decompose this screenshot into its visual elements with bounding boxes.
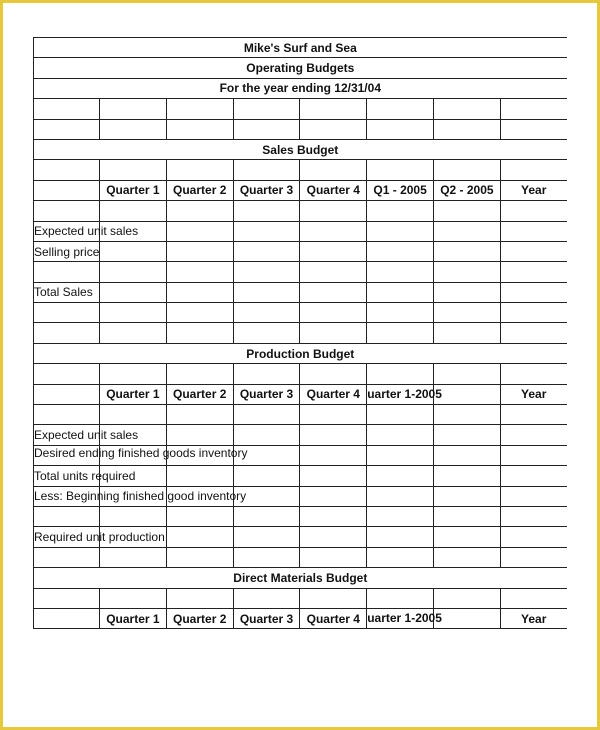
section-row xyxy=(34,343,568,363)
empty-row xyxy=(34,506,568,526)
col-header: Quarter 2 xyxy=(166,608,233,628)
col-header: Year xyxy=(500,180,567,200)
title-row xyxy=(34,38,568,58)
col-header: Quarter 1 xyxy=(100,608,167,628)
materials-header-row xyxy=(34,608,568,628)
col-header: Quarter 2 xyxy=(166,180,233,200)
col-header: Quarter 3 xyxy=(233,384,300,404)
sales-budget-heading: Sales Budget xyxy=(34,139,568,159)
col-header: Quarter 1 xyxy=(100,384,167,404)
table-row xyxy=(34,282,568,302)
production-header-row xyxy=(34,384,568,404)
col-header: uarter 1-2005 xyxy=(367,608,434,628)
col-header: Quarter 1 xyxy=(100,180,167,200)
empty-row xyxy=(34,99,568,119)
title-row xyxy=(34,78,568,98)
col-header: Year xyxy=(500,608,567,628)
empty-row xyxy=(34,303,568,323)
col-header: Quarter 3 xyxy=(233,180,300,200)
col-header: Quarter 3 xyxy=(233,608,300,628)
empty-row xyxy=(34,119,568,139)
col-header: Quarter 4 xyxy=(300,608,367,628)
period-label: For the year ending 12/31/04 xyxy=(34,78,568,98)
col-header: Q1 - 2005 xyxy=(367,180,434,200)
table-row xyxy=(34,527,568,547)
company-name: Mike's Surf and Sea xyxy=(34,38,568,58)
budget-table xyxy=(33,37,567,629)
row-label: Desired ending finished goods inventory xyxy=(34,445,100,465)
table-row xyxy=(34,466,568,486)
col-header: uarter 1-2005 xyxy=(367,384,434,404)
empty-row xyxy=(34,547,568,567)
empty-row xyxy=(34,405,568,425)
section-row xyxy=(34,568,568,588)
table-row xyxy=(34,221,568,241)
empty-row xyxy=(34,588,568,608)
section-row xyxy=(34,139,568,159)
row-label: Required unit production xyxy=(34,527,100,547)
empty-row xyxy=(34,201,568,221)
col-header: Quarter 2 xyxy=(166,384,233,404)
row-label: Total Sales xyxy=(34,282,100,302)
col-header: Quarter 4 xyxy=(300,180,367,200)
row-label: Total units required xyxy=(34,466,100,486)
col-header: Q2 - 2005 xyxy=(433,180,500,200)
budget-sheet xyxy=(33,37,567,692)
empty-row xyxy=(34,160,568,180)
row-label: Less: Beginning finished good inventory xyxy=(34,486,100,506)
sales-header-row xyxy=(34,180,568,200)
col-header: Year xyxy=(500,384,567,404)
empty-row xyxy=(34,364,568,384)
table-row xyxy=(34,486,568,506)
empty-row xyxy=(34,262,568,282)
row-label: Expected unit sales xyxy=(34,425,100,445)
title-row xyxy=(34,58,568,78)
row-label: Expected unit sales xyxy=(34,221,100,241)
row-label: Selling price xyxy=(34,241,100,261)
document-title: Operating Budgets xyxy=(34,58,568,78)
materials-budget-heading: Direct Materials Budget xyxy=(34,568,568,588)
table-row xyxy=(34,425,568,445)
production-budget-heading: Production Budget xyxy=(34,343,568,363)
table-row xyxy=(34,445,568,465)
table-row xyxy=(34,241,568,261)
empty-row xyxy=(34,323,568,343)
col-header: Quarter 4 xyxy=(300,384,367,404)
